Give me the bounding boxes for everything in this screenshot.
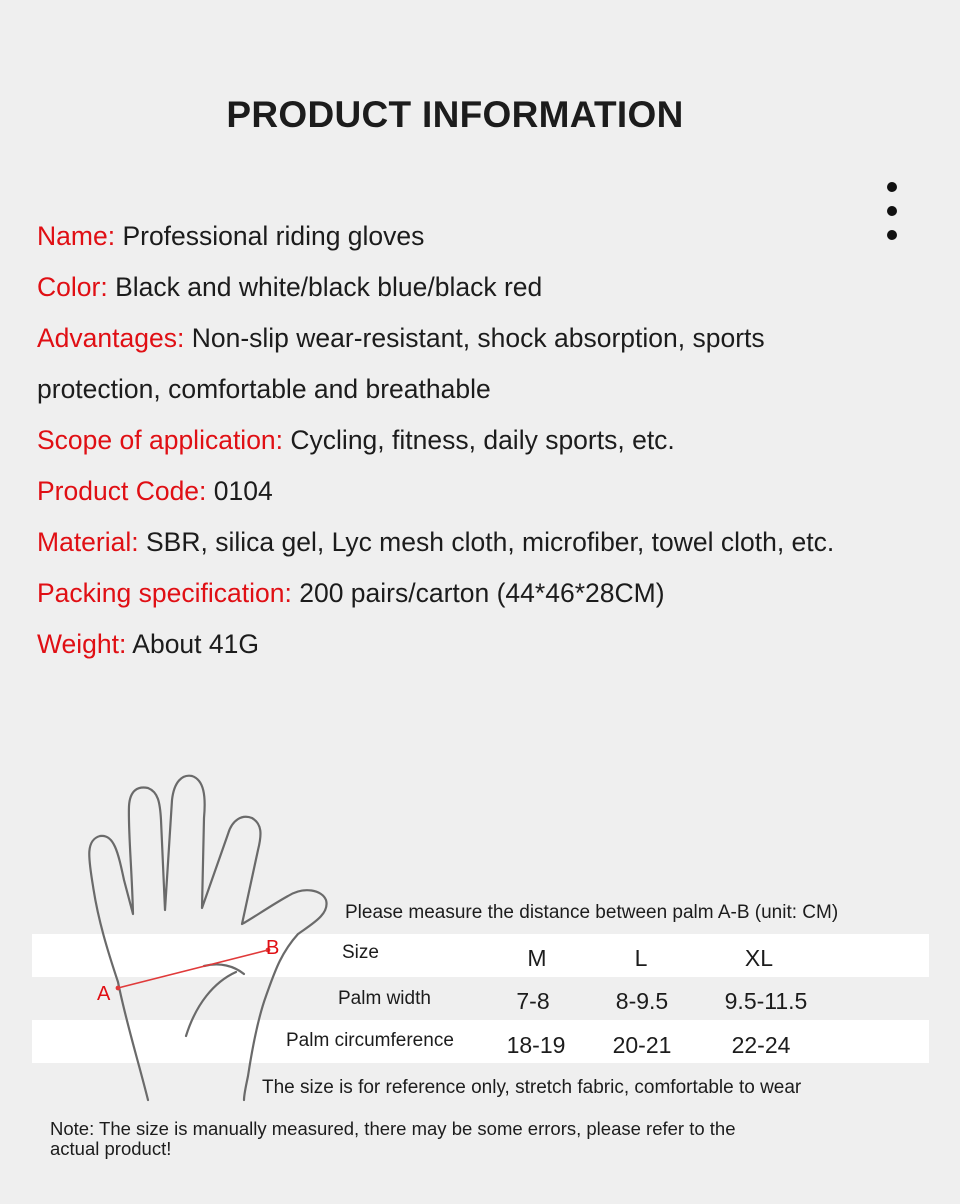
point-b-label: B (266, 937, 280, 959)
info-value: 200 pairs/carton (44*46*28CM) (299, 578, 665, 608)
info-row-weight (37, 619, 937, 670)
info-value: SBR, silica gel, Lyc mesh cloth, microfiber, towel cloth, etc. (146, 527, 835, 557)
palm-width-xl: 9.5-11.5 (724, 988, 808, 1014)
info-row-color (37, 262, 937, 313)
info-label: Product Code: (37, 476, 207, 506)
info-value: Professional riding gloves (122, 221, 425, 251)
size-l: L (634, 945, 648, 971)
reference-note: The size is for reference only, stretch fabric, comfortable to wear (262, 1077, 802, 1098)
size-m: M (527, 945, 547, 971)
info-value: 0104 (213, 476, 273, 506)
info-label: Name: (37, 221, 116, 251)
info-row-product-code (37, 466, 937, 517)
info-row-name (37, 211, 937, 262)
info-value: Cycling, fitness, daily sports, etc. (290, 425, 675, 455)
palm-width-label: Palm width (338, 988, 431, 1009)
info-label: Material: (37, 527, 139, 557)
size-xl: XL (744, 945, 774, 971)
palm-width-m: 7-8 (516, 988, 550, 1014)
palm-circ-m: 18-19 (506, 1032, 566, 1058)
info-label: Weight: (37, 629, 127, 659)
palm-circ-xl: 22-24 (731, 1032, 791, 1058)
info-row-packing (37, 568, 937, 619)
footer-note-line2: actual product! (50, 1138, 172, 1159)
size-header-label: Size (342, 942, 379, 963)
point-a-label: A (97, 983, 111, 1005)
palm-circ-l: 20-21 (612, 1032, 672, 1058)
footer-note-line1: Note: The size is manually measured, there may be some errors, please refer to the (50, 1118, 736, 1139)
info-row-advantages (37, 313, 857, 415)
measure-instruction: Please measure the distance between palm A-B (unit: CM) (345, 902, 839, 923)
info-value: Non-slip wear-resistant, shock absorption, sports protection, comfortable and breathable (37, 323, 765, 404)
info-label: Packing specification: (37, 578, 292, 608)
info-value: Black and white/black blue/black red (115, 272, 543, 302)
page-title: PRODUCT INFORMATION (226, 94, 684, 135)
info-value: About 41G (132, 629, 259, 659)
info-row-scope (37, 415, 937, 466)
palm-circumference-label: Palm circumference (286, 1030, 454, 1051)
info-row-material (37, 517, 937, 568)
palm-width-l: 8-9.5 (615, 988, 669, 1014)
hand-outline-icon (0, 760, 340, 1120)
dot (887, 182, 897, 192)
info-label: Advantages: (37, 323, 185, 353)
info-label: Scope of application: (37, 425, 284, 455)
product-info-list (37, 211, 937, 670)
info-label: Color: (37, 272, 108, 302)
